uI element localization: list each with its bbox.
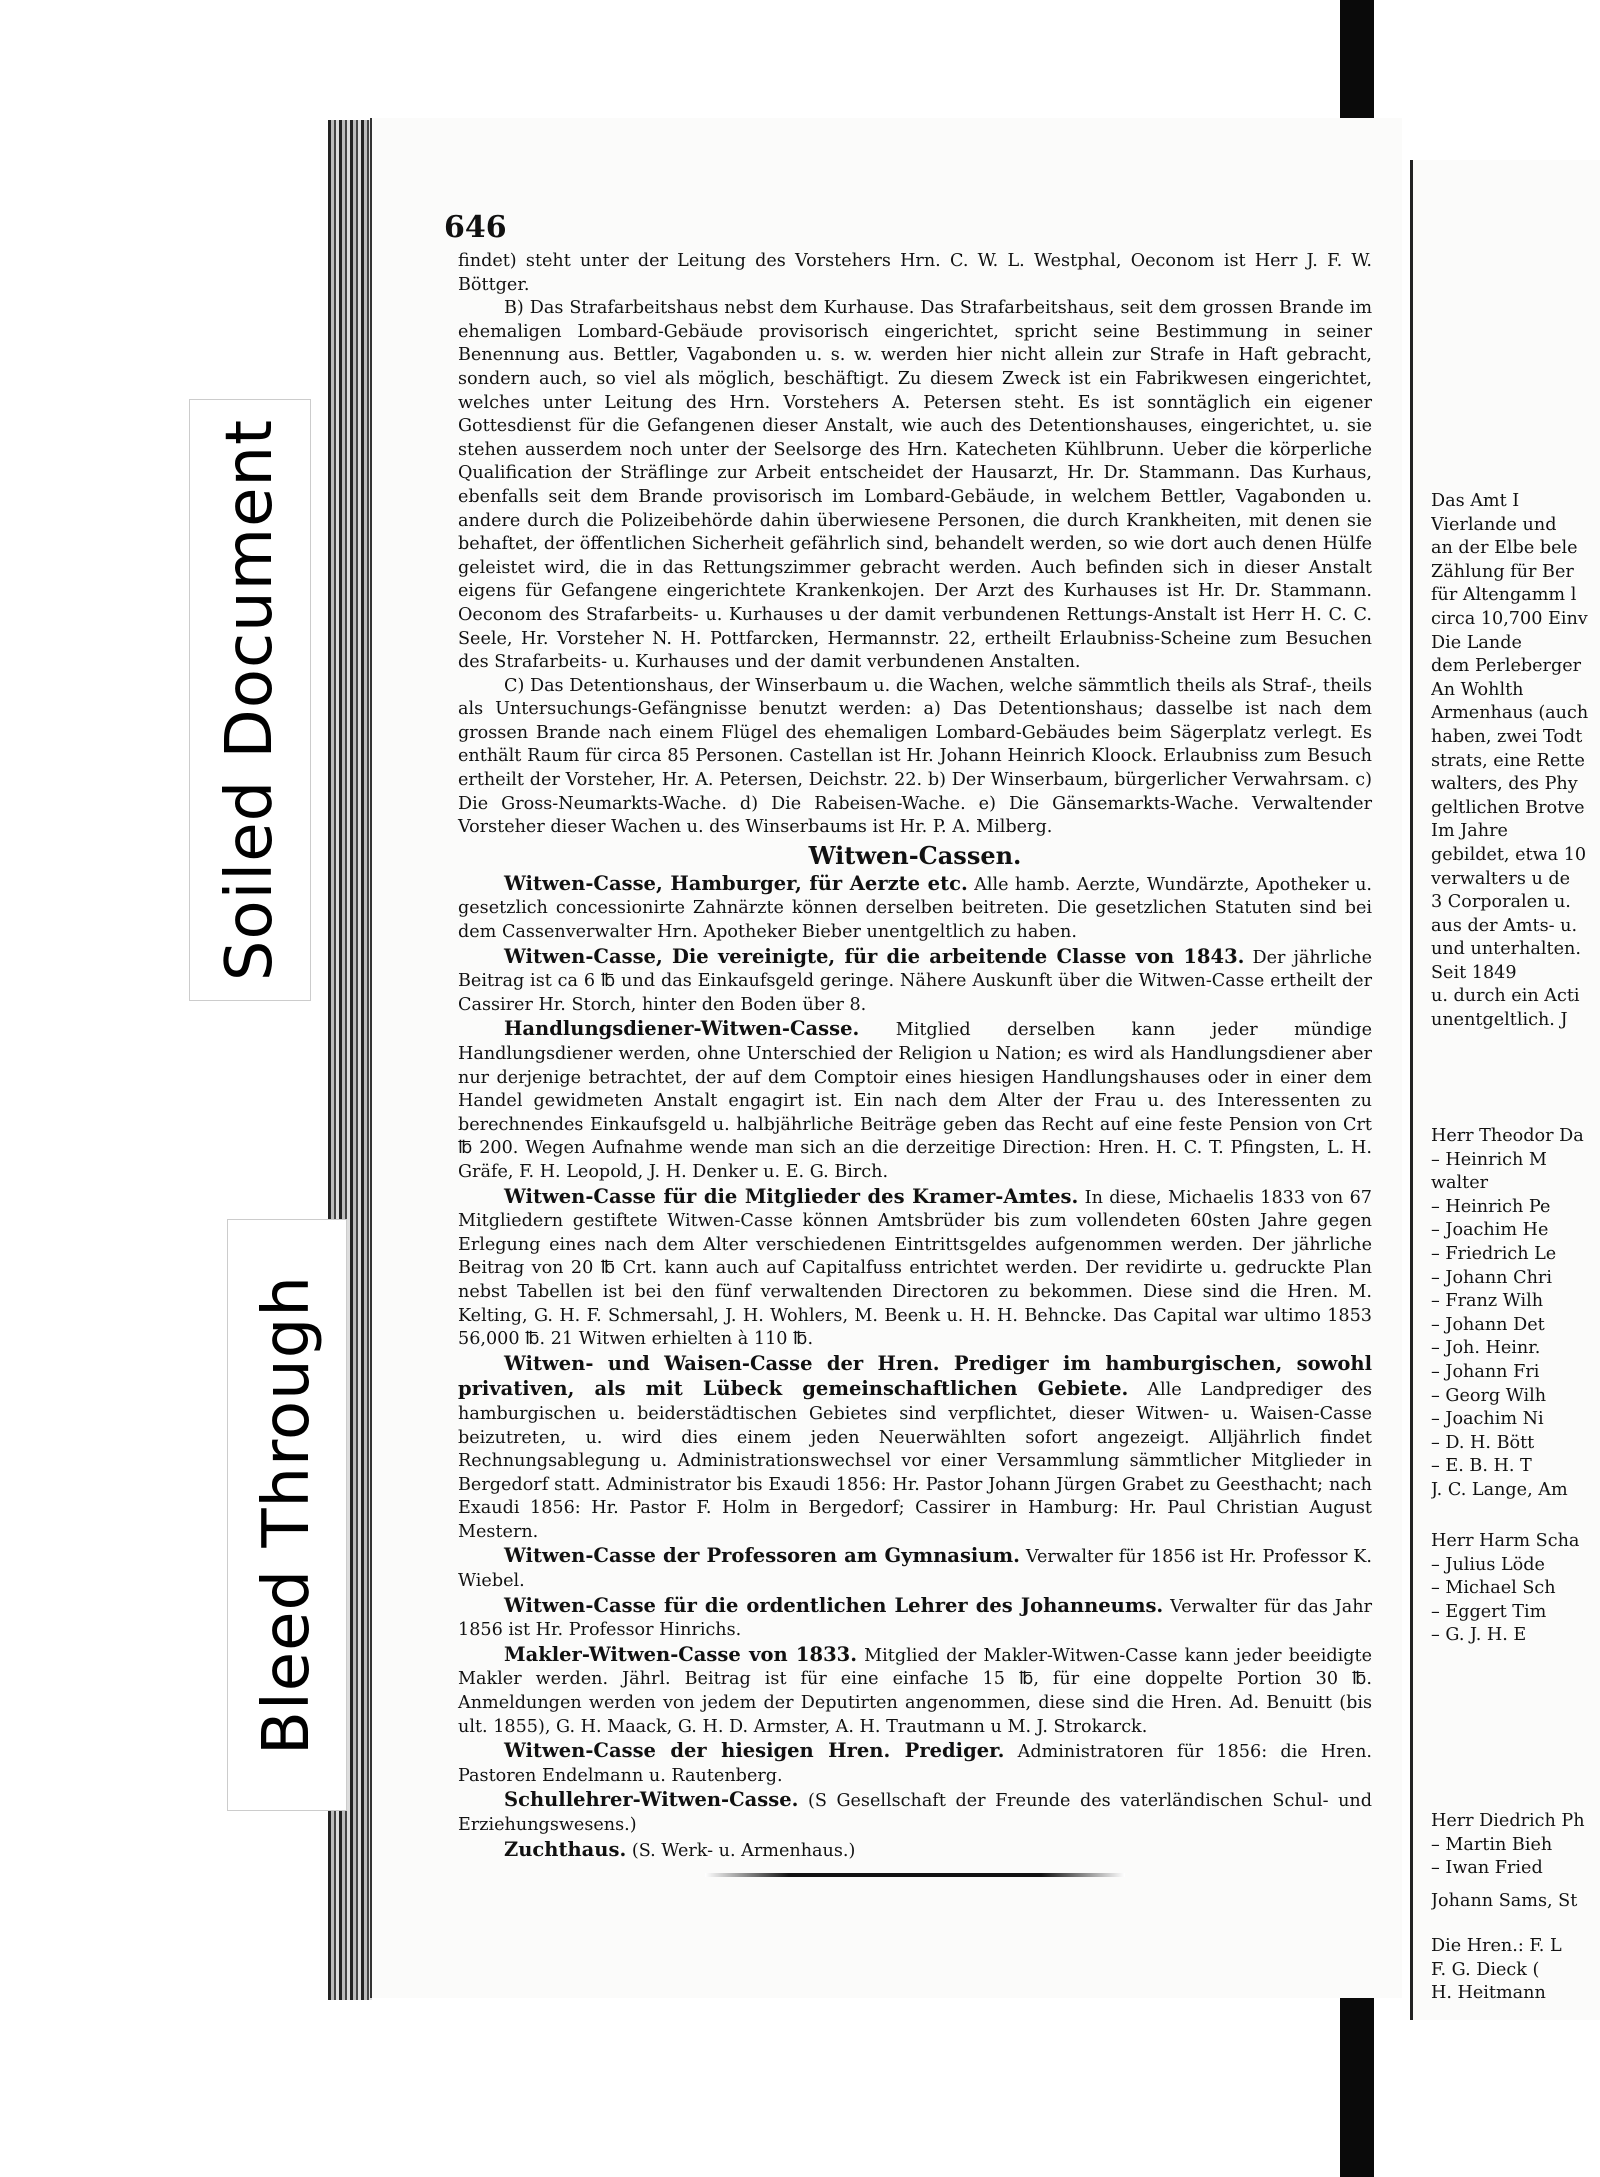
entry-text: Verwalter für 1856 ist Hr. Professor K. Wiebel. <box>458 1547 1373 1592</box>
entry-title: Witwen-Casse der Professoren am Gymnasium. <box>504 1544 1020 1568</box>
entry-title: Witwen-Casse für die ordentlichen Lehrer des Johanneums. <box>504 1593 1164 1617</box>
fragment-line: – Johann Det <box>1431 1314 1545 1335</box>
entry-text: In diese, Michaelis 1833 von 67 Mitgliedern gestiftete Witwen-Casse können Amtsbrüder bis zum vollendeten 60sten Jahre gegen Erlegung eines nach dem Alter verschiedenen Eintrittsgeldes aufgenommen werden. Der jährliche Beitrag von 20 ℔ Crt. kann auch auf Capitalfuss entrichtet werden. Der revidirte u. gedruckte Plan nebst Tabellen ist bei den fünf verwaltenden Directoren zu bekommen. Diese sind die Hren. M. Kelting, G. H. F. Schmersahl, J. H. Wohlers, M. Beenk u. H. H. Behncke. Das Capital war ultimo 1853 56,000 ℔. 21 Witwen erhielten à 110 ℔. <box>458 1187 1372 1350</box>
end-rule <box>705 1873 1125 1877</box>
fragment-line: An Wohlth <box>1431 679 1524 700</box>
right-fragment-group-1 <box>1431 490 1600 1033</box>
right-fragment-group-6 <box>1431 1935 1600 2006</box>
fragment-line: – Michael Sch <box>1431 1578 1556 1599</box>
entry-text: Verwalter für das Jahr 1856 ist Hr. Professor Hinrichs. <box>458 1596 1373 1641</box>
fragment-line: – Joachim Ni <box>1431 1409 1544 1430</box>
entry-title: Witwen-Casse für die Mitglieder des Kramer-Amtes. <box>504 1184 1079 1208</box>
fragment-line: – Johann Fri <box>1431 1361 1540 1382</box>
fragment-line: – Friedrich Le <box>1431 1243 1557 1264</box>
right-page <box>1410 160 1600 2020</box>
fragment-line: Herr Harm Scha <box>1431 1531 1580 1551</box>
intro-paragraphs <box>458 250 1372 840</box>
entry <box>458 1544 1372 1593</box>
fragment-line: – Julius Löde <box>1431 1554 1545 1575</box>
fragment-line: verwalters u de <box>1431 868 1571 889</box>
entry-text: Der jährliche Beitrag ist ca 6 ℔ und das Einkaufsgeld geringe. Nähere Auskunft über die Witwen-Casse ertheilt der Cassirer Hr. Storch, hinter den Boden über 8. <box>458 947 1372 1015</box>
fragment-line: für Altengamm l <box>1431 585 1577 606</box>
fragment-line: haben, zwei Todt <box>1431 726 1583 747</box>
fragment-line: – Heinrich Pe <box>1431 1196 1551 1217</box>
right-fragment-group-2 <box>1431 1125 1600 1503</box>
page-number: 646 <box>444 210 507 245</box>
entry-title: Witwen-Casse, Die vereinigte, für die arbeitende Classe von 1843. <box>504 944 1245 968</box>
fragment-line: H. Heitmann <box>1431 1983 1546 2004</box>
fragment-line: walter <box>1431 1173 1489 1194</box>
fragment-line: Die Lande <box>1431 632 1522 653</box>
entry-title: Zuchthaus. <box>504 1837 627 1861</box>
fragment-line: – Martin Bieh <box>1431 1834 1553 1855</box>
entry-title: Makler-Witwen-Casse von 1833. <box>504 1642 857 1666</box>
right-fragment-group-5 <box>1431 1890 1600 1914</box>
entry-text: Administratoren für 1856: die Hren. Pastoren Endelmann u. Rautenberg. <box>458 1742 1372 1786</box>
fragment-line: – G. J. H. E <box>1431 1625 1527 1646</box>
body-paragraph: B) Das Strafarbeitshaus nebst dem Kurhause. Das Strafarbeitshaus, seit dem grossen Brande im ehemaligen Lombard-Gebäude provisorisch eingerichtet, spricht seine Bestimmung in seiner Benennung aus. Bettler, Vagabonden u. s. w. werden hier nicht allein zur Strafe in Haft gebracht, sondern auch, so viel als möglich, beschäftigt. Zu diesem Zweck ist ein Fabrikwesen eingerichtet, welches unter Leitung des Hrn. Vorstehers A. Petersen steht. Es ist sonntäglich ein eigener Gottesdienst für die Gefangenen dieser Anstalt, wie auch des Detentionshauses, eingerichtet, u. sie stehen ausserdem noch unter der Seelsorge des Hrn. Katecheten Kühlbrunn. Ueber die körperliche Qualification der Sträflinge zur Arbeit entscheidet der Hausarzt, Hr. Dr. Stammann. Das Kurhaus, ebenfalls seit dem Brande provisorisch im Lombard-Gebäude, in welchem Bettler, Vagabonden u. andere durch die Polizeibehörde dahin überwiesene Personen, die durch Krankheiten, mit denen sie behaftet, der öffentlichen Sicherheit gefährlich sind, behandelt werden, so wie dort auch denen Hülfe geleistet wird, die in das Rettungszimmer gebracht werden. Auch befinden sich in dieser Anstalt eigens für Gefangene eingerichtete Krankenkojen. Der Arzt des Kurhauses ist Hr. Dr. Stammann. Oeconom des Strafarbeits- u. Kurhauses u der damit verbundenen Rettungs-Anstalt ist Herr H. C. C. Seele, Hr. Vorsteher N. H. Pottfarcken, Hermannstr. 22, ertheilt Erlaubniss-Scheine zum Besuchen des Strafarbeits- u. Kurhauses und der damit verbundenen Anstalten. <box>458 298 1372 673</box>
fragment-line: Herr Diedrich Ph <box>1431 1811 1585 1831</box>
fragment-line: – Georg Wilh <box>1431 1385 1547 1406</box>
fragment-line: Armenhaus (auch <box>1431 703 1589 724</box>
fragment-line: aus der Amts- u. <box>1431 915 1578 936</box>
fragment-line: Vierlande und <box>1431 514 1557 535</box>
entry-text: Mitglied der Makler-Witwen-Casse kann jeder beeidigte Makler werden. Jährl. Beitrag ist für eine einfache 15 ℔, für eine doppelte Portion 30 ℔. Anmeldungen werden von jedem der Deputirten angenommen, diese sind die Hren. Ad. Benuitt (bis ult. 1855), G. H. Maack, G. H. D. Armster, A. H. Trautmann u M. J. Strokarck. <box>458 1645 1373 1737</box>
fragment-line: F. G. Dieck ( <box>1431 1959 1540 1980</box>
entry <box>458 1739 1372 1788</box>
entry <box>458 945 1372 1018</box>
fragment-line: – Eggert Tim <box>1431 1601 1547 1622</box>
entry <box>458 1838 1372 1864</box>
entry-text: Mitglied derselben kann jeder mündige Handlungsdiener werden, ohne Unterschied der Religion u Nation; es wird als Handlungsdiener aber nur derjenige betrachtet, der auf dem Comptoir eines hiesigen Handlungshauses oder in einer dem Handel gewidmeten Anstalt engagirt ist. Ein nach dem Alter der Frau u. des Interessenten zu berechnendes Einkaufsgeld u. halbjährliche Beiträge geben das Recht auf eine feste Pension von Crt ℔ 200. Wegen Aufnahme wende man sich an die derzeitige Direction: Hren. H. C. T. Pfingsten, L. H. Gräfe, F. H. Leopold, J. H. Denker u. E. G. Birch. <box>458 1020 1372 1182</box>
entry-text: Alle Landprediger des hamburgischen u. beiderstädtischen Gebietes sind verpflichtet, dieser Witwen- u. Waisen-Casse beizutreten, u. wird dies einem jeden Neuerwählten sofort angezeigt. Alljährlich findet Rechnungsablegung u. Administrationswechsel vor einer Versammlung sämmtlicher Mitglieder in Bergedorf statt. Administrator bis Exaudi 1856: Hr. Pastor Johann Jürgen Grabet zu Geesthacht; nach Exaudi 1856: Hr. Pastor F. Holm in Bergedorf; Cassirer in Hamburg: Hr. Paul Christian August Mestern. <box>458 1380 1372 1542</box>
entry-text: Alle hamb. Aerzte, Wundärzte, Apotheker u. gesetzlich concessionirte Zahnärzte können derselben beitreten. Die gesetzlichen Statuten sind bei dem Cassenverwalter Hrn. Apotheker Bieber unentgeltlich zu haben. <box>458 874 1372 943</box>
fragment-line: unentgeltlich. J <box>1431 1010 1568 1031</box>
fragment-line: an der Elbe bele <box>1431 538 1578 559</box>
fragment-line: u. durch ein Acti <box>1431 986 1580 1007</box>
fragment-line: Die Hren.: F. L <box>1431 1936 1562 1956</box>
fragment-line: walters, des Phy <box>1431 774 1578 795</box>
entry-text: (S. Werk- u. Armenhaus.) <box>631 1840 856 1861</box>
fragment-line: Herr Theodor Da <box>1431 1126 1584 1146</box>
entry <box>458 1788 1372 1837</box>
fragment-line: strats, eine Rette <box>1431 750 1585 771</box>
right-fragment-group-3 <box>1431 1530 1600 1648</box>
fragment-line: Im Jahre <box>1431 821 1508 842</box>
fragment-line: – Franz Wilh <box>1431 1291 1544 1312</box>
entry <box>458 1185 1372 1352</box>
fragment-line: – Johann Chri <box>1431 1267 1552 1288</box>
fragment-line: gebildet, etwa 10 <box>1431 844 1587 865</box>
fragment-line: dem Perleberger <box>1431 656 1582 677</box>
entry <box>458 1017 1372 1184</box>
entry-title: Witwen-Casse, Hamburger, für Aerzte etc. <box>504 871 968 895</box>
entry-title: Handlungsdiener-Witwen-Casse. <box>504 1017 860 1041</box>
soiled-document-label: Soiled Document <box>190 400 310 1000</box>
fragment-line: Johann Sams, St <box>1431 1891 1578 1911</box>
fragment-line: Seit 1849 <box>1431 962 1517 983</box>
fragment-line: Zählung für Ber <box>1431 561 1574 582</box>
fragment-line: Das Amt I <box>1431 491 1520 511</box>
entry-title: Schullehrer-Witwen-Casse. <box>504 1788 799 1812</box>
fragment-line: geltlichen Brotve <box>1431 797 1585 818</box>
bleed-through-label: Bleed Through <box>228 1220 346 1810</box>
entry <box>458 872 1372 945</box>
body-paragraph: findet) steht unter der Leitung des Vorstehers Hrn. C. W. L. Westphal, Oeconom ist Herr J. F. W. Böttger. <box>458 251 1372 295</box>
fragment-line: und unterhalten. <box>1431 939 1581 960</box>
fragment-line: J. C. Lange, Am <box>1431 1479 1568 1500</box>
section-heading: Witwen-Cassen. <box>808 840 1022 870</box>
entry <box>458 1594 1372 1643</box>
right-fragment-group-4 <box>1431 1810 1600 1881</box>
fragment-line: – E. B. H. T <box>1431 1456 1532 1477</box>
fragment-line: – Joh. Heinr. <box>1431 1338 1541 1359</box>
body-paragraph: C) Das Detentionshaus, der Winserbaum u. die Wachen, welche sämmtlich theils als Straf-, theils als Untersuchungs-Gefängnisse benutzt werden: a) Das Detentionshaus; dasselbe ist nach dem grossen Brande nach einem Flügel des ehemaligen Lombard-Gebäudes beim Sägerplatz verlegt. Es enthält Raum für circa 85 Personen. Castellan ist Hr. Johann Heinrich Kloock. Erlaubniss zum Besuch ertheilt der Vorsteher, Hr. A. Petersen, Deichstr. 22. b) Der Winserbaum, bürgerlicher Verwahrsam. c) Die Gross-Neumarkts-Wache. d) Die Rabeisen-Wache. e) Die Gänsemarkts-Wache. Verwaltender Vorsteher dieser Wachen u. des Winserbaums ist Hr. P. A. Milberg. <box>458 675 1372 838</box>
entries-list <box>458 872 1372 1863</box>
fragment-line: 3 Corporalen u. <box>1431 892 1571 913</box>
entry-title: Witwen-Casse der hiesigen Hren. Prediger. <box>504 1739 1005 1763</box>
entry-title: Witwen- und Waisen-Casse der Hren. Prediger im hamburgischen, sowohl privativen, als mit Lübeck gemeinschaftlichen Gebiete. <box>458 1351 1372 1401</box>
left-page <box>370 118 1402 1998</box>
entry-text: (S Gesellschaft der Freunde des vaterländischen Schul- und Erziehungswesens.) <box>458 1791 1372 1835</box>
fragment-line: – Heinrich M <box>1431 1149 1547 1170</box>
fragment-line: – Joachim He <box>1431 1220 1549 1241</box>
fragment-line: – D. H. Bött <box>1431 1432 1535 1453</box>
entry <box>458 1352 1372 1545</box>
page-body-text <box>458 250 1372 1877</box>
fragment-line: circa 10,700 Einv <box>1431 608 1588 629</box>
fragment-line: – Iwan Fried <box>1431 1858 1543 1879</box>
entry <box>458 1643 1372 1739</box>
